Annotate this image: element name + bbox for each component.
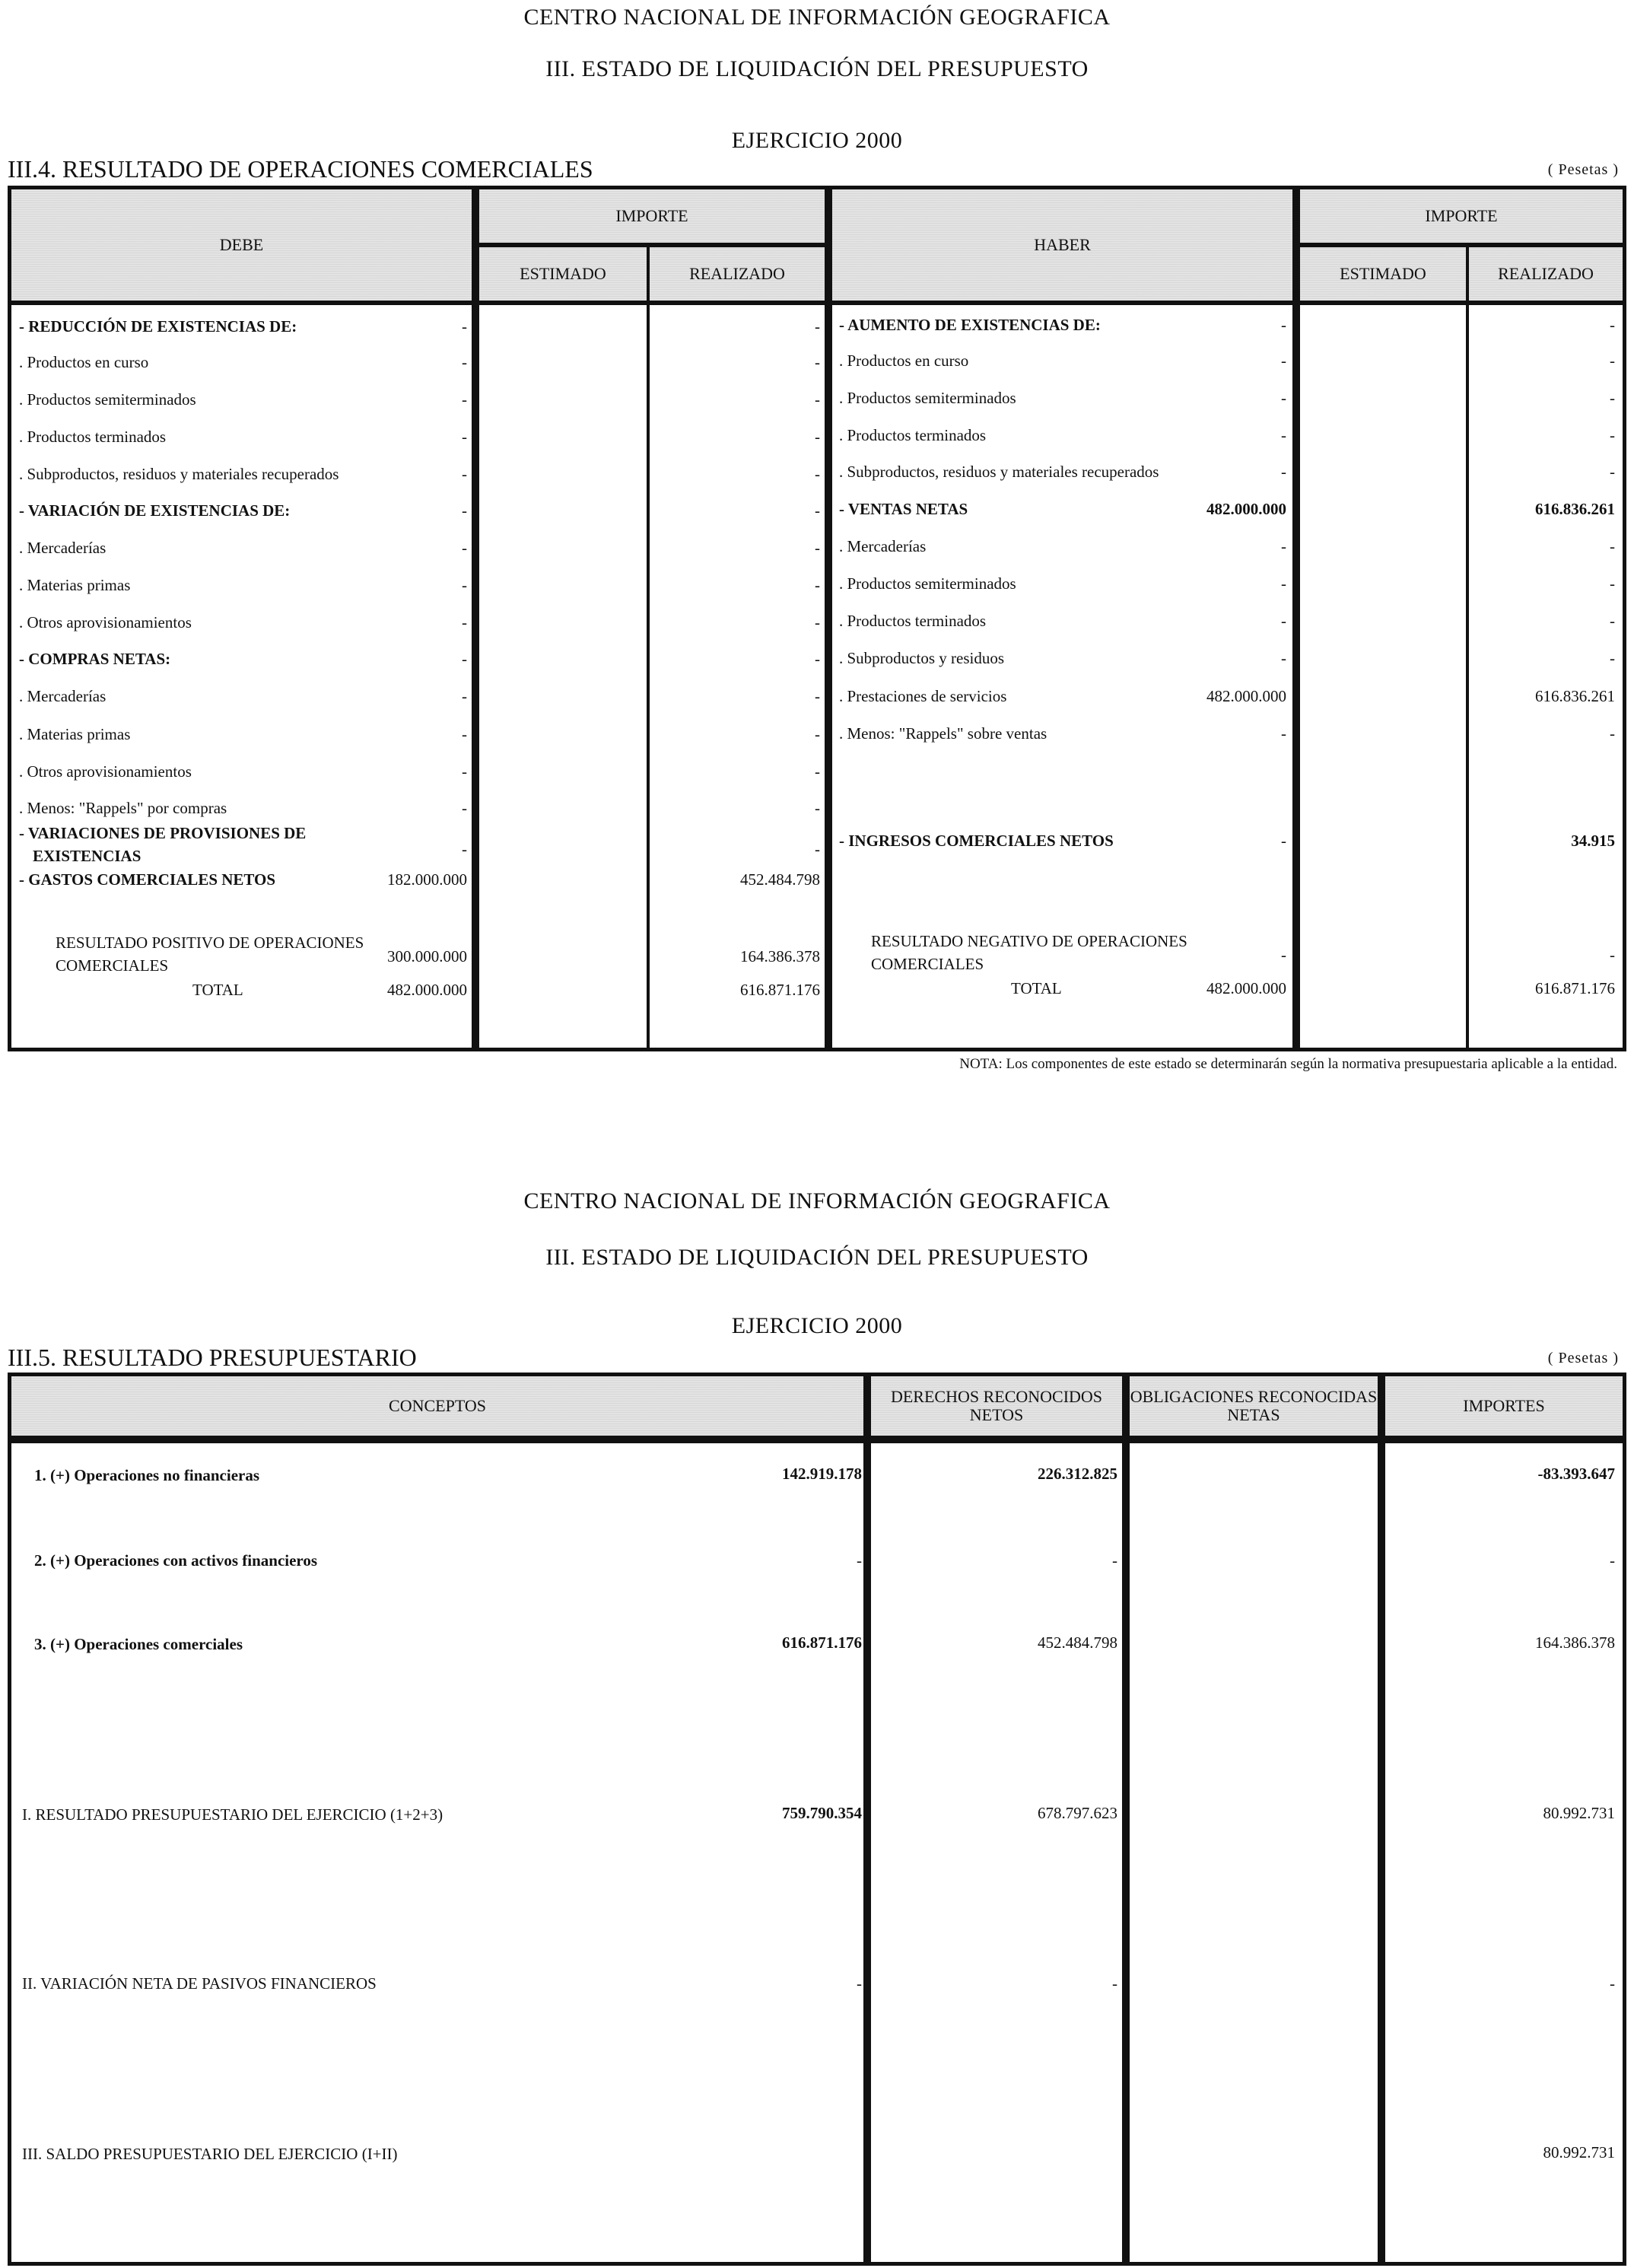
importes-value: - <box>1610 1551 1615 1570</box>
resultado-negativo-est: - <box>1281 946 1286 964</box>
importes-value: -83.393.647 <box>1537 1465 1615 1483</box>
importes-value: 164.386.378 <box>1535 1633 1615 1652</box>
importes-header: IMPORTES <box>1463 1396 1545 1415</box>
left-row-label: . Materias primas <box>19 576 131 594</box>
left-real-value: - <box>815 576 820 594</box>
left-real-value: - <box>815 840 820 858</box>
left-est-value: - <box>462 465 467 483</box>
left-est-value: - <box>462 353 467 371</box>
debe-header: DEBE <box>219 235 264 254</box>
total-right-real: 616.871.176 <box>1535 979 1615 997</box>
left-est-value: - <box>462 725 467 743</box>
resultado-positivo-label-cont: COMERCIALES <box>56 956 169 975</box>
currency-label-2: ( Pesetas ) <box>1547 1350 1619 1366</box>
realizado-header-left: REALIZADO <box>689 264 785 283</box>
importes-value: - <box>1610 1974 1615 1993</box>
ejercicio-2: EJERCICIO 2000 <box>731 1313 903 1338</box>
right-row-label: - VENTAS NETAS <box>839 500 968 518</box>
left-est-value: - <box>462 576 467 594</box>
resultado-positivo-label: RESULTADO POSITIVO DE OPERACIONES <box>56 934 364 952</box>
right-real-value: - <box>1610 389 1615 407</box>
presupuesto-row-label: 3. (+) Operaciones comerciales <box>34 1635 243 1653</box>
right-real-value: - <box>1610 724 1615 743</box>
right-est-value: - <box>1281 612 1286 630</box>
right-real-value: - <box>1610 649 1615 667</box>
resultado-negativo-label-cont: COMERCIALES <box>871 955 984 973</box>
statement-title-1: III. ESTADO DE LIQUIDACIÓN DEL PRESUPUESTO <box>545 56 1089 81</box>
estimado-header-right: ESTIMADO <box>1340 264 1426 283</box>
resultado-positivo-est: 300.000.000 <box>387 947 467 965</box>
total-right-est: 482.000.000 <box>1206 979 1286 997</box>
presupuesto-row-label: III. SALDO PRESUPUESTARIO DEL EJERCICIO (I+II) <box>22 2145 398 2163</box>
statement-title-2: III. ESTADO DE LIQUIDACIÓN DEL PRESUPUESTO <box>545 1245 1089 1270</box>
haber-header: HABER <box>1034 235 1091 254</box>
right-est-value: 482.000.000 <box>1206 687 1286 705</box>
right-est-value: - <box>1281 426 1286 444</box>
left-row-label: . Materias primas <box>19 725 131 743</box>
left-real-value: - <box>815 650 820 668</box>
left-row-label: . Productos semiterminados <box>19 390 196 409</box>
presupuesto-row-label: 2. (+) Operaciones con activos financieros <box>34 1551 318 1570</box>
right-row-label: . Productos terminados <box>839 426 987 444</box>
left-row-label: - REDUCCIÓN DE EXISTENCIAS DE: <box>19 317 297 336</box>
left-est-value: - <box>462 650 467 668</box>
obligaciones-value: 678.797.623 <box>1038 1804 1117 1822</box>
right-row-label: . Subproductos y residuos <box>839 649 1004 667</box>
derechos-value: - <box>857 1551 862 1570</box>
left-est-value: - <box>462 799 467 817</box>
estimado-header-left: ESTIMADO <box>520 264 606 283</box>
left-row-label: - VARIACIÓN DE EXISTENCIAS DE: <box>19 501 291 520</box>
left-est-value: - <box>462 840 467 858</box>
left-row-label: . Otros aprovisionamientos <box>19 762 192 781</box>
left-row-label: . Mercaderías <box>19 539 106 557</box>
resultado-presupuestario-table <box>8 1373 1626 2266</box>
total-left-label: TOTAL <box>192 981 243 999</box>
importes-value: 80.992.731 <box>1543 1804 1615 1822</box>
right-row-label: - INGRESOS COMERCIALES NETOS <box>839 832 1114 850</box>
derechos-value: 616.871.176 <box>782 1633 862 1652</box>
left-row-label: . Otros aprovisionamientos <box>19 613 192 631</box>
right-est-value: - <box>1281 316 1286 334</box>
ejercicio-1: EJERCICIO 2000 <box>731 128 903 153</box>
left-est-value: - <box>462 613 467 631</box>
right-row-label: . Productos semiterminados <box>839 574 1016 593</box>
right-row-label: . Productos terminados <box>839 612 987 630</box>
obligaciones-value: - <box>1112 1551 1117 1570</box>
section-title-t2: III.5. RESULTADO PRESUPUESTARIO <box>8 1344 417 1371</box>
right-real-value: - <box>1610 612 1615 630</box>
derechos-header-line2: NETOS <box>969 1405 1024 1424</box>
right-real-value: 616.836.261 <box>1535 687 1615 705</box>
left-real-value: - <box>815 613 820 631</box>
right-row-label: . Subproductos, residuos y materiales recuperados <box>839 463 1159 481</box>
right-row-label: . Menos: "Rappels" sobre ventas <box>839 724 1047 743</box>
right-real-value: - <box>1610 426 1615 444</box>
obligaciones-header-line1: OBLIGACIONES RECONOCIDAS <box>1130 1387 1378 1406</box>
obligaciones-value: 452.484.798 <box>1038 1633 1117 1652</box>
right-real-value: 34.915 <box>1571 832 1615 850</box>
left-row-label-cont: EXISTENCIAS <box>33 847 141 865</box>
left-est-value: - <box>462 501 467 520</box>
left-est-value: - <box>462 687 467 705</box>
left-real-value: - <box>815 353 820 371</box>
derechos-value: 759.790.354 <box>782 1804 862 1822</box>
right-real-value: - <box>1610 463 1615 481</box>
obligaciones-header <box>1130 1376 1378 1436</box>
section-title-t1: III.4. RESULTADO DE OPERACIONES COMERCIALES <box>8 155 593 183</box>
right-real-value: - <box>1610 537 1615 555</box>
left-row-label: . Productos terminados <box>19 428 167 446</box>
right-real-value: - <box>1610 574 1615 593</box>
left-est-value: - <box>462 428 467 446</box>
obligaciones-value: 226.312.825 <box>1038 1465 1117 1483</box>
org-title-1: CENTRO NACIONAL DE INFORMACIÓN GEOGRAFICA <box>523 5 1111 30</box>
importes-value: 80.992.731 <box>1543 2143 1615 2161</box>
right-est-value: - <box>1281 832 1286 850</box>
left-row-label: . Mercaderías <box>19 687 106 705</box>
right-est-value: - <box>1281 574 1286 593</box>
right-row-label: . Productos en curso <box>839 351 969 370</box>
presupuesto-row-label: 1. (+) Operaciones no financieras <box>34 1466 260 1484</box>
left-real-value: - <box>815 465 820 483</box>
left-real-value: - <box>815 501 820 520</box>
right-est-value: - <box>1281 389 1286 407</box>
right-row-label: - AUMENTO DE EXISTENCIAS DE: <box>839 316 1101 334</box>
left-est-value: - <box>462 317 467 336</box>
left-row-label: . Subproductos, residuos y materiales recuperados <box>19 465 339 483</box>
obligaciones-header-line2: NETAS <box>1227 1405 1280 1424</box>
derechos-header-line1: DERECHOS RECONOCIDOS <box>890 1387 1103 1406</box>
left-real-value: 452.484.798 <box>740 870 820 889</box>
left-est-value: 182.000.000 <box>387 870 467 889</box>
left-real-value: - <box>815 725 820 743</box>
derechos-header <box>871 1376 1122 1436</box>
right-real-value: 616.836.261 <box>1535 500 1615 518</box>
left-real-value: - <box>815 762 820 781</box>
left-row-label: . Productos en curso <box>19 353 149 371</box>
resultado-negativo-real: - <box>1610 946 1615 964</box>
left-row-label: . Menos: "Rappels" por compras <box>19 799 227 817</box>
left-est-value: - <box>462 390 467 409</box>
right-row-label: . Mercaderías <box>839 537 927 555</box>
right-row-label: . Prestaciones de servicios <box>839 687 1007 705</box>
importe-header-left: IMPORTE <box>615 206 688 225</box>
right-row-label: . Productos semiterminados <box>839 389 1016 407</box>
derechos-value: 142.919.178 <box>782 1465 862 1483</box>
org-title-2: CENTRO NACIONAL DE INFORMACIÓN GEOGRAFICA <box>523 1188 1111 1214</box>
conceptos-header: CONCEPTOS <box>389 1396 486 1415</box>
left-real-value: - <box>815 390 820 409</box>
total-left-real: 616.871.176 <box>740 981 820 999</box>
currency-label-1: ( Pesetas ) <box>1547 161 1619 178</box>
right-est-value: - <box>1281 724 1286 743</box>
right-est-value: 482.000.000 <box>1206 500 1286 518</box>
right-est-value: - <box>1281 351 1286 370</box>
left-row-label: - VARIACIONES DE PROVISIONES DE <box>19 824 307 842</box>
resultado-negativo-label: RESULTADO NEGATIVO DE OPERACIONES <box>871 932 1187 950</box>
right-real-value: - <box>1610 351 1615 370</box>
right-real-value: - <box>1610 316 1615 334</box>
left-real-value: - <box>815 687 820 705</box>
presupuesto-row-label: II. VARIACIÓN NETA DE PASIVOS FINANCIEROS <box>22 1974 377 1993</box>
nota-footnote: NOTA: Los componentes de este estado se determinarán según la normativa presupuestaria aplicable a la entidad. <box>959 1056 1617 1072</box>
realizado-header-right: REALIZADO <box>1498 264 1594 283</box>
left-real-value: - <box>815 799 820 817</box>
left-row-label: - GASTOS COMERCIALES NETOS <box>19 870 276 889</box>
left-real-value: - <box>815 317 820 336</box>
importe-header-right: IMPORTE <box>1425 206 1498 225</box>
total-right-label: TOTAL <box>1011 979 1062 997</box>
presupuesto-row-label: I. RESULTADO PRESUPUESTARIO DEL EJERCICIO (1+2+3) <box>22 1805 443 1824</box>
resultado-positivo-real: 164.386.378 <box>740 947 820 965</box>
total-left-est: 482.000.000 <box>387 981 467 999</box>
left-real-value: - <box>815 539 820 557</box>
derechos-value: - <box>857 1974 862 1993</box>
left-est-value: - <box>462 762 467 781</box>
left-row-label: - COMPRAS NETAS: <box>19 650 171 668</box>
right-est-value: - <box>1281 463 1286 481</box>
operaciones-comerciales-table <box>8 186 1626 1051</box>
right-est-value: - <box>1281 537 1286 555</box>
right-est-value: - <box>1281 649 1286 667</box>
left-est-value: - <box>462 539 467 557</box>
left-real-value: - <box>815 428 820 446</box>
obligaciones-value: - <box>1112 1974 1117 1993</box>
